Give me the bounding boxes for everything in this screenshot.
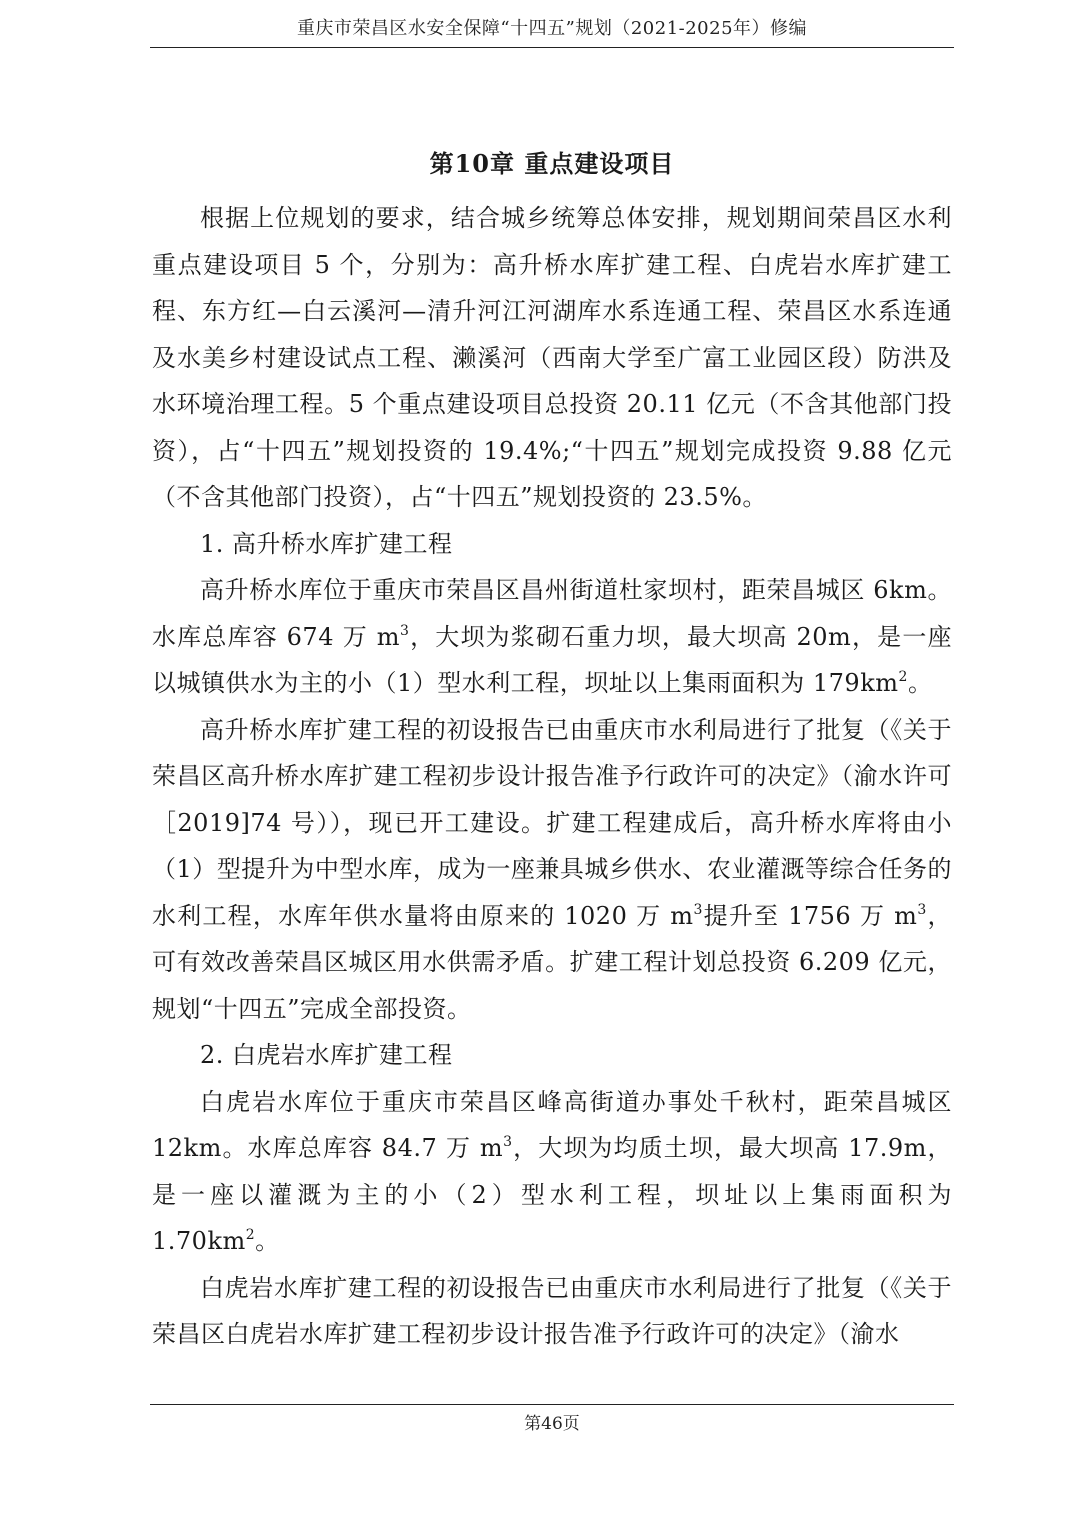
header-divider (150, 47, 954, 48)
superscript: 3 (400, 622, 410, 639)
section2-paragraph-1 (152, 1079, 952, 1265)
superscript: 3 (503, 1134, 513, 1150)
text-run: ，大坝为均质土坝，最大坝高 17.9m，是一座以灌溉为主的小（2）型水利工程，坝址以上集雨面积为 1.70km (152, 1134, 952, 1255)
page-number: 第46页 (524, 1414, 580, 1434)
text-run: 提升至 1756 万 m (702, 901, 918, 930)
section1-paragraph-2 (152, 707, 952, 1033)
text-run: 。 (907, 669, 933, 697)
chapter-title: 第10章 重点建设项目 (429, 149, 675, 178)
text-run: 高升桥水库扩建工程的初设报告已由重庆市水利局进行了批复（《关于荣昌区高升桥水库扩建工程初步设计报告准予行政许可的决定》（渝水许可［2019]74 号）），现已开工建设。扩建工程建成后，高升桥水库将由小（1）型提升为中型水库，成为一座兼具城乡供水、农业灌溉等综合任务的水利工程，水库年供水量将由原来的 1020 万 m (152, 715, 952, 930)
running-header: 重庆市荣昌区水安全保障“十四五”规划（2021-2025年）修编 (296, 18, 808, 39)
text-run: 高升桥水库位于重庆市荣昌区昌州街道杜家坝村，距荣昌城区 6km。水库总库容 674 万 m (152, 576, 952, 651)
footer-divider (150, 1404, 954, 1405)
text-run: ，大坝为浆砌石重力坝，最大坝高 20m，是一座以城镇供水为主的小（1）型水利工程，坝址以上集雨面积为 179km (152, 622, 952, 697)
superscript: 2 (245, 1227, 256, 1243)
superscript: 2 (898, 669, 908, 685)
text-run: 。 (255, 1227, 280, 1255)
text-run: 白虎岩水库位于重庆市荣昌区峰高街道办事处千秋村，距荣昌城区 12km。水库总库容 84.7 万 m (152, 1087, 952, 1162)
section-heading-2: 2. 白虎岩水库扩建工程 (200, 1041, 453, 1069)
section2-paragraph-2: 白虎岩水库扩建工程的初设报告已由重庆市水利局进行了批复（《关于荣昌区白虎岩水库扩建工程初步设计报告准予行政许可的决定》（渝水 (152, 1273, 952, 1348)
section1-paragraph-1 (152, 567, 952, 707)
superscript: 3 (917, 901, 927, 918)
section-heading-1: 1. 高升桥水库扩建工程 (200, 529, 453, 558)
superscript: 3 (693, 901, 703, 918)
text-run: ，可有效改善荣昌区城区用水供需矛盾。扩建工程计划总投资 6.209 亿元，规划“十四五”完成全部投资。 (152, 901, 952, 1023)
intro-paragraph: 根据上位规划的要求，结合城乡统筹总体安排，规划期间荣昌区水利重点建设项目 5 个，分别为：高升桥水库扩建工程、白虎岩水库扩建工程、东方红—白云溪河—清升河江河湖库水系连通工程、荣昌区水系连通及水美乡村建设试点工程、濑溪河（西南大学至广富工业园区段）防洪及水环境治理工程。5 个重点建设项目总投资 20.11 亿元（不含其他部门投资），占“十四五”规划投资的 19.4%;“十四五”规划完成投资 9.88 亿元（不含其他部门投资），占“十四五”规划投资的 23.5%。 (152, 204, 952, 511)
body-text (152, 195, 952, 1358)
